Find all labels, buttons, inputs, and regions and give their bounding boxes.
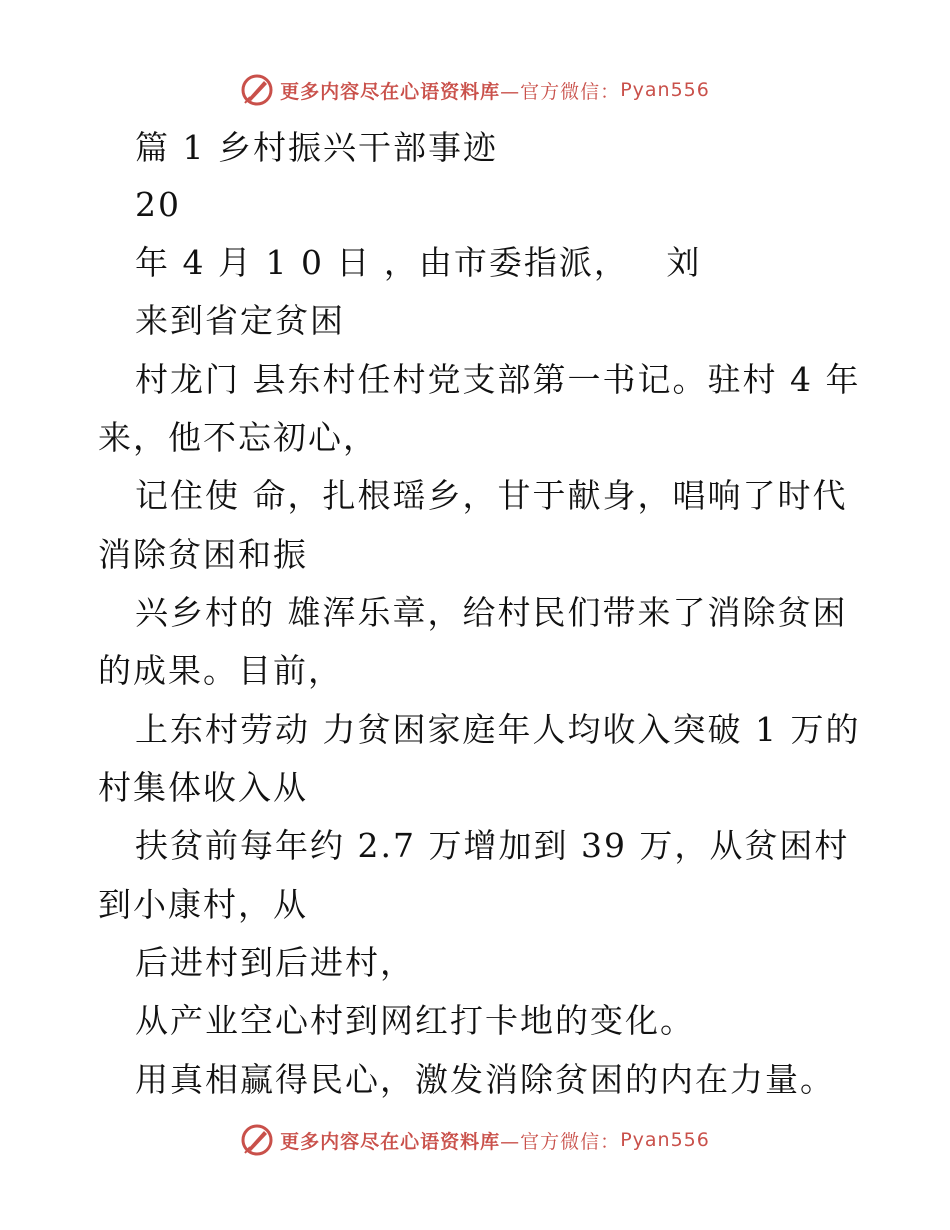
quill-logo-icon (240, 1123, 274, 1157)
watermark-id-text: Pyan556 (620, 79, 710, 101)
text-line: 消除贫困和振 (98, 535, 308, 574)
text-line: 20 (135, 185, 181, 224)
text-line: 来到省定贫困 (135, 301, 345, 340)
text-line: 来，他不忘初心， (98, 418, 378, 457)
text-line: 从产业空心村到网红打卡地的变化。 (135, 1001, 695, 1040)
text-line: 的成果。目前， (98, 651, 343, 690)
watermark-side-text: —官方微信： (500, 80, 621, 103)
text-line: 后进村到后进村， (135, 943, 415, 982)
watermark-header (0, 70, 950, 110)
text-line: 年 4 月 1 0 日 ，由市委指派， 刘 (135, 243, 702, 282)
text-line: 到小康村，从 (98, 885, 308, 924)
watermark-main-text: 更多内容尽在心语资料库 (280, 80, 501, 103)
text-line: 用真相赢得民心，激发消除贫困的内在力量。 (135, 1060, 835, 1099)
text-line: 扶贫前每年约 2.7 万增加到 39 万，从贫困村 (135, 826, 850, 865)
text-line: 篇 1 乡村振兴干部事迹 (135, 128, 498, 167)
quill-logo-icon (240, 73, 274, 107)
watermark-footer (0, 1120, 950, 1160)
watermark-main-text: 更多内容尽在心语资料库 (280, 1130, 501, 1153)
watermark-id-text: Pyan556 (620, 1129, 710, 1151)
text-line: 兴乡村的 雄浑乐章，给村民们带来了消除贫困 (135, 593, 848, 632)
text-line: 村集体收入从 (98, 768, 308, 807)
text-line: 村龙门 县东村任村党支部第一书记。驻村 4 年 (135, 360, 861, 399)
text-line: 记住使 命，扎根瑶乡，甘于献身，唱响了时代 (135, 476, 848, 515)
text-line: 上东村劳动 力贫困家庭年人均收入突破 1 万的 (135, 710, 861, 749)
watermark-side-text: —官方微信： (500, 1130, 621, 1153)
